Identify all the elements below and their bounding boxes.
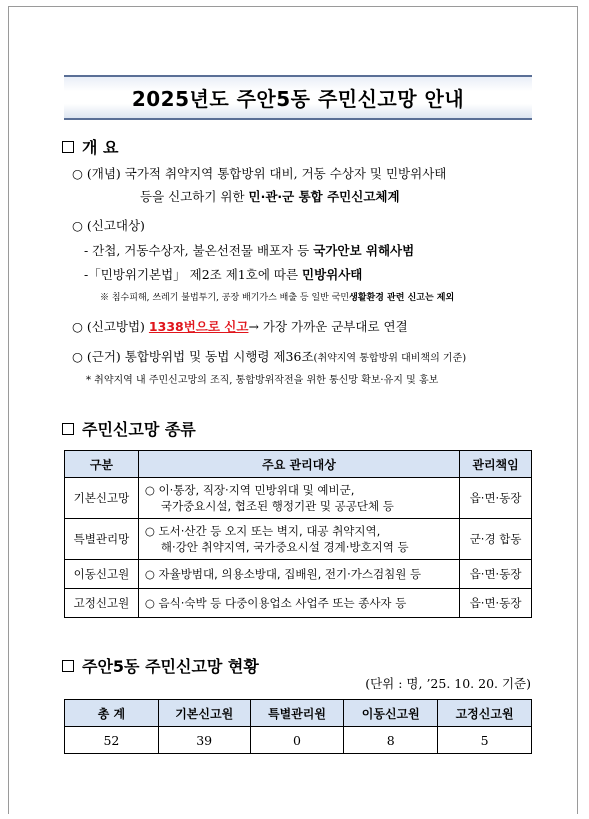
types-table — [64, 450, 532, 618]
header-cell: 관리책임 — [460, 451, 532, 478]
square-bullet-icon — [62, 423, 74, 435]
target-item-1: - 간첩, 거동수상자, 불온선전물 배포자 등 국가안보 위해사범 — [84, 243, 415, 258]
title-banner — [64, 75, 532, 120]
value-cell: 8 — [344, 727, 438, 754]
basis-note: * 취약지역 내 주민신고망의 조직, 통합방위작전을 위한 통신망 확보·유지 및 홍보 — [86, 375, 439, 386]
type-resp: 군·경 합동 — [460, 519, 532, 560]
type-name: 특별관리망 — [65, 519, 139, 560]
type-name: 고정신고원 — [65, 589, 139, 618]
method-line: ○ (신고방법) 1338번으로 신고→ 가장 가까운 군부대로 연결 — [72, 319, 408, 334]
target-note: ※ 침수피해, 쓰레기 불법투기, 공장 배기가스 배출 등 일반 국민생활환경 관련 신고는 제외 — [100, 293, 455, 303]
type-desc: ○ 이·통장, 직장·지역 민방위대 및 예비군, 국가중요시설, 협조된 행정기관 및 공공단체 등 — [138, 478, 459, 519]
unit-note: (단위 : 명, ’25. 10. 20. 기준) — [365, 676, 531, 691]
header-cell: 이동신고원 — [344, 700, 438, 727]
header-cell: 고정신고원 — [438, 700, 532, 727]
header-cell: 특별관리원 — [250, 700, 344, 727]
target-item-2: -「민방위기본법」 제2조 제1호에 따른 민방위사태 — [84, 267, 363, 282]
page-title: 2025년도 주안5동 주민신고망 안내 — [131, 87, 465, 111]
concept-line-2: 등을 신고하기 위한 민·관·군 통합 주민신고체계 — [140, 189, 400, 204]
header-cell: 총 계 — [65, 700, 159, 727]
header-cell: 주요 관리대상 — [138, 451, 459, 478]
type-resp: 읍·면·동장 — [460, 478, 532, 519]
types-heading: 주민신고망 종류 — [62, 417, 196, 440]
table-row — [65, 589, 532, 618]
table-header-row — [65, 451, 532, 478]
type-name: 이동신고원 — [65, 560, 139, 589]
type-desc: ○ 음식·숙박 등 다중이용업소 사업주 또는 종사자 등 — [138, 589, 459, 618]
table-row — [65, 727, 532, 754]
type-resp: 읍·면·동장 — [460, 560, 532, 589]
value-cell: 39 — [158, 727, 250, 754]
table-row — [65, 519, 532, 560]
type-resp: 읍·면·동장 — [460, 589, 532, 618]
header-cell: 구분 — [65, 451, 139, 478]
overview-heading: 개 요 — [62, 135, 118, 158]
type-desc: ○ 도서·산간 등 오지 또는 벽지, 대공 취약지역, 해·강안 취약지역, 국가중요시설 경계·방호지역 등 — [138, 519, 459, 560]
header-cell: 기본신고원 — [158, 700, 250, 727]
status-table — [64, 699, 532, 754]
status-heading: 주안5동 주민신고망 현황 — [62, 654, 259, 677]
value-cell: 0 — [250, 727, 344, 754]
value-cell: 52 — [65, 727, 159, 754]
table-row — [65, 478, 532, 519]
type-desc: ○ 자율방범대, 의용소방대, 집배원, 전기·가스검침원 등 — [138, 560, 459, 589]
table-row — [65, 560, 532, 589]
type-name: 기본신고망 — [65, 478, 139, 519]
basis-line: ○ (근거) 통합방위법 및 동법 시행령 제36조(취약지역 통합방위 대비책의 기준) — [72, 349, 467, 364]
square-bullet-icon — [62, 660, 74, 672]
square-bullet-icon — [62, 141, 74, 153]
target-label: ○ (신고대상) — [72, 218, 145, 233]
value-cell: 5 — [438, 727, 532, 754]
table-header-row — [65, 700, 532, 727]
concept-line-1: ○ (개념) 국가적 취약지역 통합방위 대비, 거동 수상자 및 민방위사태 — [72, 166, 447, 181]
page-border — [8, 6, 578, 814]
